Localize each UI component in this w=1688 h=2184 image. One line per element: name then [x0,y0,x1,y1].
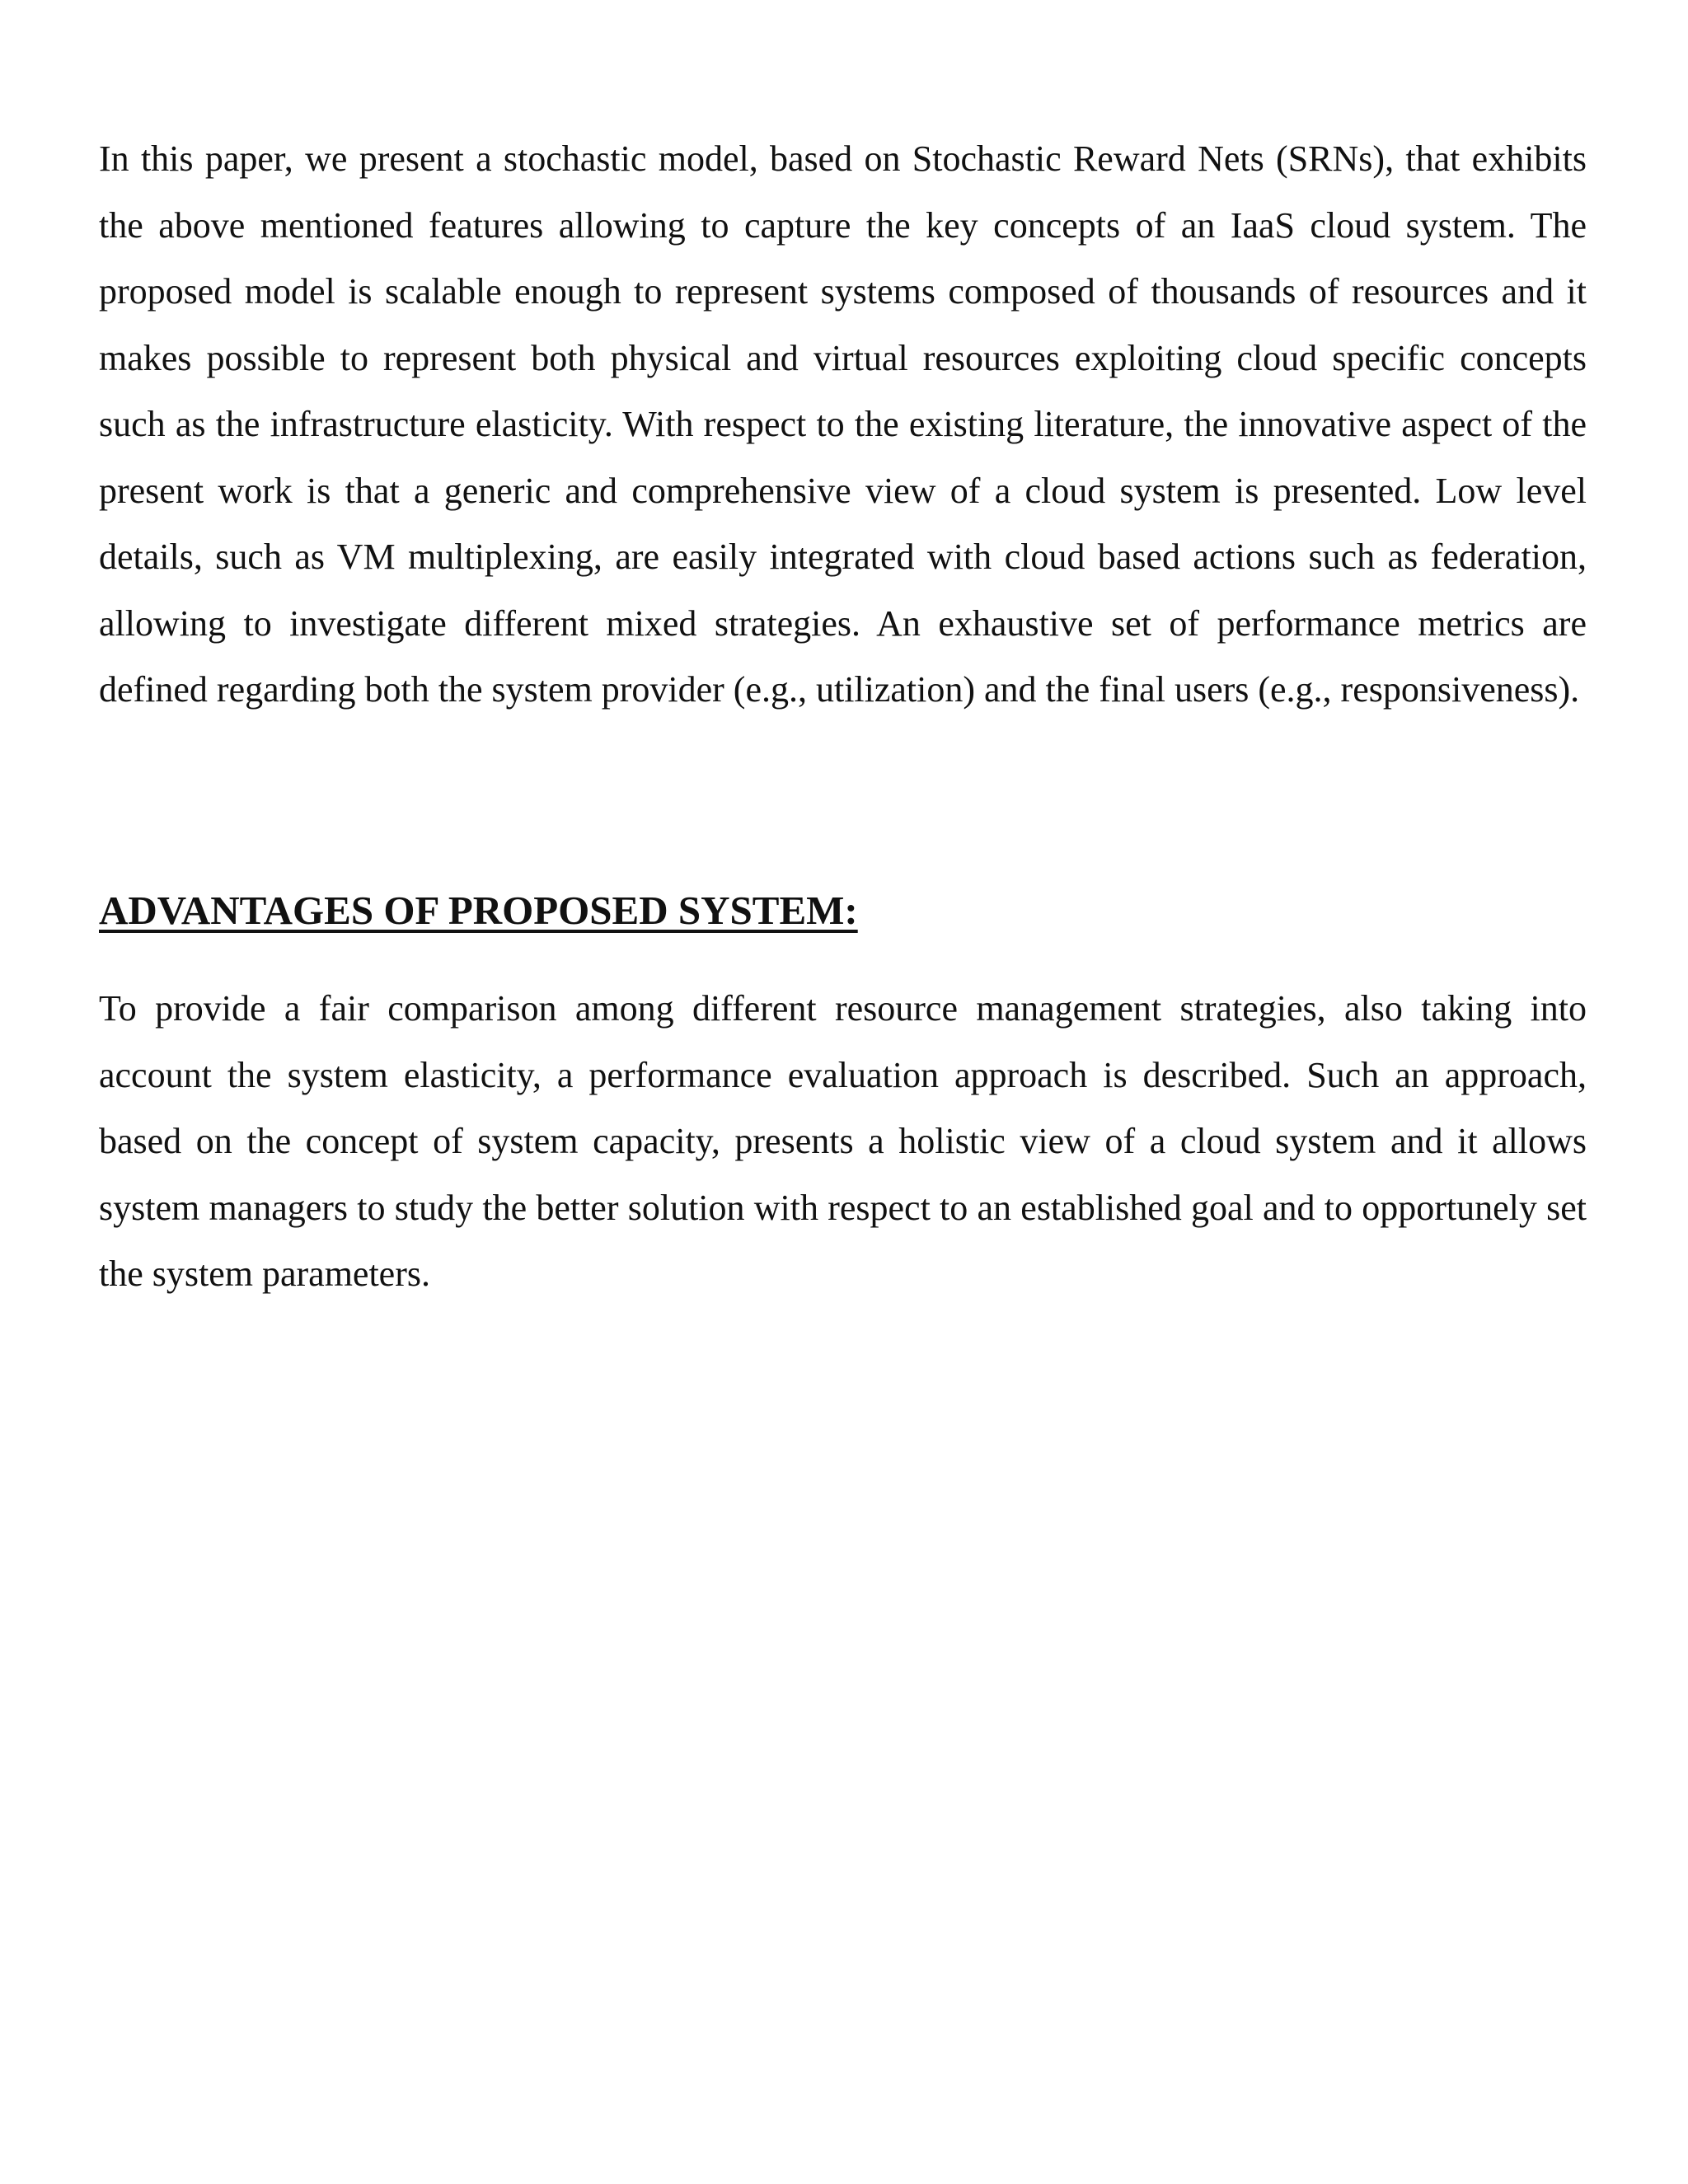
advantages-paragraph: To provide a fair comparison among different resource management strategies, also taking into account the system elasticity, a performance evaluation approach is described. Such an approach, based on the concept of system capacity, presents a holistic view of a cloud system and it allows system managers to study the better solution with respect to an established goal and to opportunely set the system parameters. [99,988,1587,1294]
intro-paragraph: In this paper, we present a stochastic model, based on Stochastic Reward Nets (SRNs), that exhibits the above mentioned features allowing to capture the key concepts of an IaaS cloud system. The proposed model is scalable enough to represent systems composed of thousands of resources and it makes possible to represent both physical and virtual resources exploiting cloud specific concepts such as the infrastructure elasticity. With respect to the existing literature, the innovative aspect of the present work is that a generic and comprehensive view of a cloud system is presented. Low level details, such as VM multiplexing, are easily integrated with cloud based actions such as federation, allowing to investigate different mixed strategies. An exhaustive set of performance metrics are defined regarding both the system provider (e.g., utilization) and the final users (e.g., responsiveness). [99,138,1587,710]
advantages-heading: ADVANTAGES OF PROPOSED SYSTEM: [99,888,858,933]
